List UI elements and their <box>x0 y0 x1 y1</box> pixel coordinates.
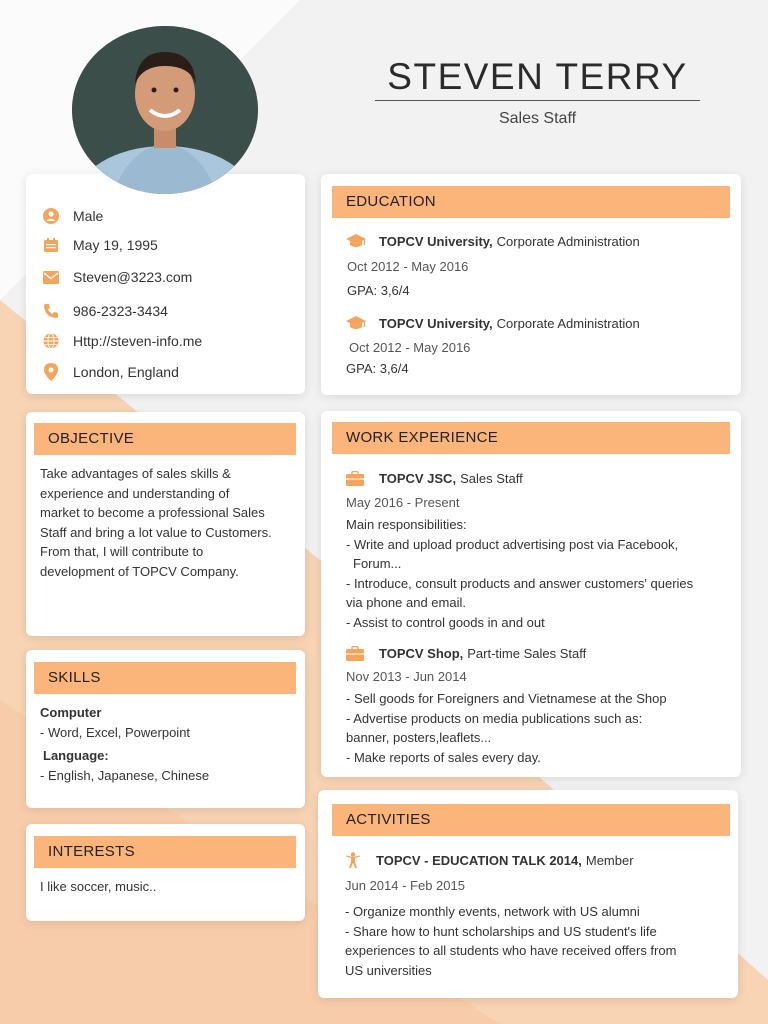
activity-item-head <box>346 852 634 868</box>
contact-gender <box>42 206 103 226</box>
objective-text <box>40 464 300 581</box>
graduation-cap-icon <box>346 315 366 331</box>
work-line: - Introduce, consult products and answer customers' queries <box>346 575 694 591</box>
objective-line: Take advantages of sales skills & <box>40 466 231 481</box>
education-dates: Oct 2012 - May 2016 <box>349 340 471 355</box>
contact-location-text: London, England <box>73 364 179 380</box>
objective-line: development of TOPCV Company. <box>40 563 239 579</box>
work-item-head <box>346 470 523 486</box>
contact-email-text[interactable]: Steven@3223.com <box>73 269 193 285</box>
work-line: Main responsibilities: <box>346 517 467 532</box>
objective-line: From that, I will contribute to <box>40 544 204 559</box>
contact-email[interactable] <box>42 267 192 287</box>
education-title: EDUCATION <box>332 186 730 218</box>
education-gpa: GPA: 3,6/4 <box>347 283 410 298</box>
work-position: Sales Staff <box>460 470 523 486</box>
objective-card <box>26 412 305 636</box>
briefcase-icon <box>346 470 366 486</box>
activity-line: - Organize monthly events, network with US alumni <box>345 904 640 919</box>
education-dates: Oct 2012 - May 2016 <box>347 259 469 274</box>
contact-birthday <box>42 235 158 255</box>
phone-icon <box>42 302 60 320</box>
user-icon <box>42 207 60 225</box>
education-major: Corporate Administration <box>496 233 640 249</box>
activities-title: ACTIVITIES <box>332 804 730 836</box>
work-dates: Nov 2013 - Jun 2014 <box>346 669 467 684</box>
work-company: TOPCV JSC, <box>379 470 457 486</box>
education-major: Corporate Administration <box>496 315 640 331</box>
work-line: - Write and upload product advertising post via Facebook, <box>346 536 679 552</box>
work-experience-title: WORK EXPERIENCE <box>332 422 730 454</box>
contact-phone[interactable] <box>42 301 168 321</box>
work-responsibilities <box>346 689 736 767</box>
activity-line: - Share how to hunt scholarships and US student's life <box>345 923 657 939</box>
objective-title: OBJECTIVE <box>34 423 296 455</box>
briefcase-icon <box>346 645 366 661</box>
education-school: TOPCV University, <box>379 233 493 249</box>
work-line: - Sell goods for Foreigners and Vietnamese at the Shop <box>346 691 667 706</box>
contact-birthday-text: May 19, 1995 <box>73 237 158 253</box>
work-line: - Make reports of sales every day. <box>346 749 541 765</box>
candidate-name: STEVEN TERRY <box>387 56 688 97</box>
work-line: via phone and email. <box>346 595 466 610</box>
objective-line: market to become a professional Sales <box>40 505 265 520</box>
objective-line: Staff and bring a lot value to Customers. <box>40 524 272 540</box>
name-divider <box>375 100 700 101</box>
contact-phone-text[interactable]: 986-2323-3434 <box>73 303 168 319</box>
work-item-head <box>346 645 586 661</box>
activity-event: TOPCV - EDUCATION TALK 2014, <box>376 852 582 868</box>
skill-group-detail: - English, Japanese, Chinese <box>40 768 210 783</box>
education-item-head <box>346 233 640 249</box>
work-company: TOPCV Shop, <box>379 645 464 661</box>
activity-role: Member <box>585 852 634 868</box>
education-card <box>321 174 741 395</box>
interests-title: INTERESTS <box>34 836 296 868</box>
globe-icon <box>42 332 60 350</box>
work-line: - Advertise products on media publications such as: <box>346 710 643 726</box>
objective-line: experience and understanding of <box>40 485 230 501</box>
education-school: TOPCV University, <box>379 315 493 331</box>
work-dates: May 2016 - Present <box>346 495 460 510</box>
contact-gender-text: Male <box>73 208 104 224</box>
contact-website-text[interactable]: Http://steven-info.me <box>73 333 203 349</box>
candidate-role: Sales Staff <box>498 110 577 127</box>
education-gpa: GPA: 3,6/4 <box>346 361 409 376</box>
activities-card <box>318 790 738 998</box>
activity-dates: Jun 2014 - Feb 2015 <box>345 878 465 893</box>
work-line: Forum... <box>353 556 402 571</box>
activity-line: experiences to all students who have received offers from <box>345 943 677 958</box>
skill-group-detail: - Word, Excel, Powerpoint <box>40 725 191 740</box>
contact-card <box>26 174 305 394</box>
contact-location <box>42 362 179 382</box>
work-position: Part-time Sales Staff <box>467 645 587 661</box>
location-pin-icon <box>42 363 60 381</box>
person-icon <box>346 852 362 868</box>
envelope-icon <box>42 268 60 286</box>
activity-details <box>345 902 735 980</box>
calendar-icon <box>42 236 60 254</box>
profile-photo <box>72 26 258 194</box>
skill-group-name: Computer <box>40 705 102 720</box>
contact-website[interactable] <box>42 331 202 351</box>
work-experience-card <box>321 411 741 777</box>
skills-title: SKILLS <box>34 662 296 694</box>
skills-card <box>26 650 305 808</box>
education-item-head <box>346 315 640 331</box>
skill-group-name: Language: <box>43 748 109 763</box>
work-responsibilities <box>346 515 736 632</box>
activity-line: US universities <box>345 962 432 978</box>
interests-card <box>26 824 305 921</box>
work-line: banner, posters,leaflets... <box>346 730 492 745</box>
interests-text: I like soccer, music.. <box>40 879 157 894</box>
work-line: - Assist to control goods in and out <box>346 614 545 630</box>
graduation-cap-icon <box>346 233 366 249</box>
